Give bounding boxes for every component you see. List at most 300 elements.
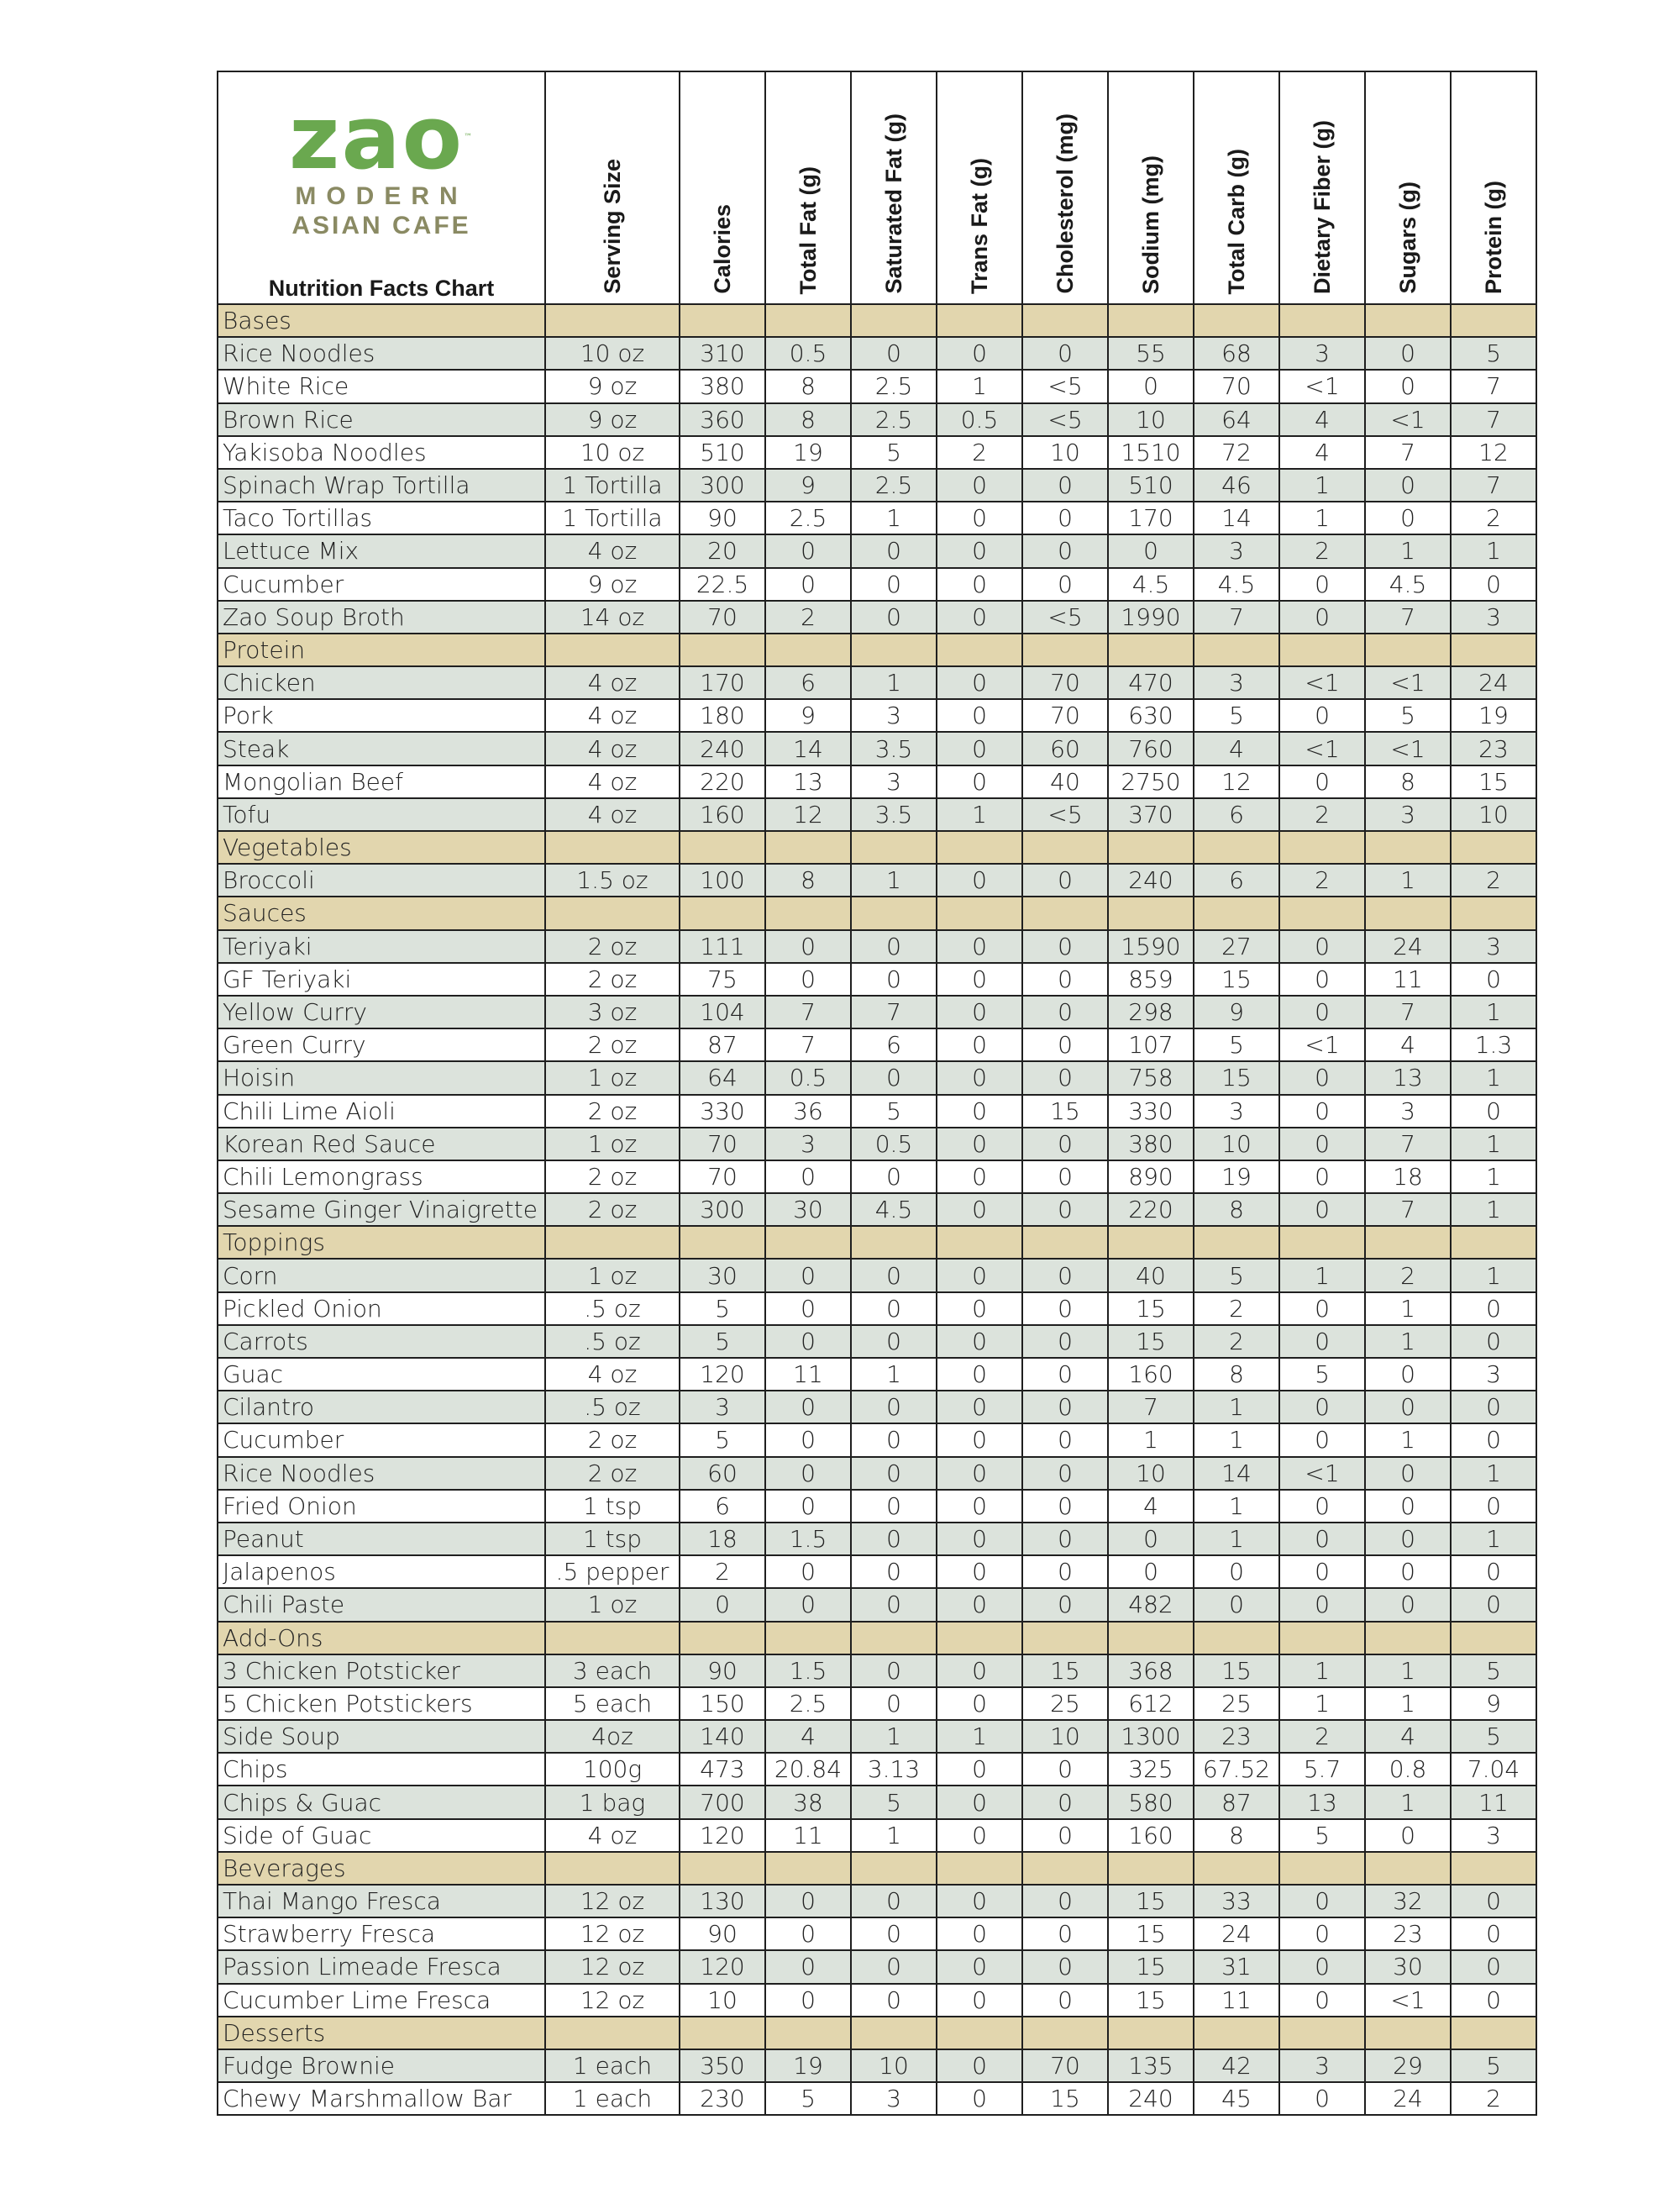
value-cell: 5: [1194, 1028, 1279, 1061]
value-cell: 0: [937, 601, 1022, 634]
category-band-cell: [937, 1622, 1022, 1654]
value-cell: 9 oz: [545, 403, 680, 436]
value-cell: 8: [765, 370, 851, 402]
value-cell: 0: [851, 963, 937, 996]
value-cell: 6: [765, 666, 851, 699]
column-header: Total Fat (g): [765, 71, 851, 304]
value-cell: 1: [1451, 534, 1536, 567]
value-cell: .5 oz: [545, 1292, 680, 1325]
category-row: [218, 831, 1536, 864]
value-cell: 120: [680, 1358, 765, 1391]
value-cell: 370: [1108, 798, 1194, 831]
value-cell: 13: [765, 765, 851, 798]
value-cell: 0: [765, 963, 851, 996]
value-cell: 7: [1451, 370, 1536, 402]
value-cell: 70: [680, 601, 765, 634]
value-cell: 0: [765, 1160, 851, 1193]
category-band-cell: [1451, 1852, 1536, 1885]
value-cell: 10: [851, 2049, 937, 2082]
category-band-cell: [1279, 634, 1365, 666]
value-cell: 90: [680, 1917, 765, 1950]
value-cell: <1: [1279, 370, 1365, 402]
value-cell: 3: [680, 1391, 765, 1423]
category-band-cell: [765, 1226, 851, 1259]
value-cell: 0: [1279, 1128, 1365, 1160]
value-cell: 0: [937, 1358, 1022, 1391]
value-cell: 0: [1279, 601, 1365, 634]
value-cell: 0: [937, 1292, 1022, 1325]
table-row: [218, 403, 1536, 436]
item-name-cell: Mongolian Beef: [218, 765, 545, 798]
value-cell: 87: [1194, 1786, 1279, 1818]
value-cell: 4 oz: [545, 732, 680, 765]
value-cell: 0: [1022, 502, 1108, 534]
table-row: [218, 798, 1536, 831]
item-name-cell: GF Teriyaki: [218, 963, 545, 996]
category-band-cell: [1451, 897, 1536, 929]
value-cell: 75: [680, 963, 765, 996]
value-cell: 0: [765, 1292, 851, 1325]
value-cell: 72: [1194, 436, 1279, 469]
value-cell: 0: [937, 930, 1022, 963]
value-cell: 890: [1108, 1160, 1194, 1193]
value-cell: .5 oz: [545, 1325, 680, 1358]
value-cell: 0: [937, 1259, 1022, 1291]
value-cell: 13: [1279, 1786, 1365, 1818]
category-label: Beverages: [218, 1852, 545, 1885]
value-cell: 23: [1365, 1917, 1451, 1950]
value-cell: 12: [1194, 765, 1279, 798]
value-cell: 1: [1365, 864, 1451, 897]
value-cell: 135: [1108, 2049, 1194, 2082]
value-cell: 0: [1022, 1588, 1108, 1621]
value-cell: 20: [680, 534, 765, 567]
value-cell: 1: [851, 1720, 937, 1753]
value-cell: 2: [1194, 1292, 1279, 1325]
value-cell: <1: [1279, 1457, 1365, 1490]
category-band-cell: [937, 831, 1022, 864]
value-cell: 0: [937, 502, 1022, 534]
category-band-cell: [680, 1226, 765, 1259]
table-row: [218, 1457, 1536, 1490]
column-header: Sodium (mg): [1108, 71, 1194, 304]
column-header: Serving Size: [545, 71, 680, 304]
value-cell: 15: [1108, 1950, 1194, 1983]
value-cell: 1: [851, 1819, 937, 1852]
value-cell: 12: [1451, 436, 1536, 469]
item-name-cell: Carrots: [218, 1325, 545, 1358]
value-cell: 130: [680, 1885, 765, 1917]
table-row: [218, 1588, 1536, 1621]
value-cell: 3: [765, 1128, 851, 1160]
value-cell: 0: [1022, 930, 1108, 963]
value-cell: 0: [1022, 996, 1108, 1028]
category-band-cell: [545, 1622, 680, 1654]
value-cell: <1: [1365, 666, 1451, 699]
value-cell: 10 oz: [545, 436, 680, 469]
value-cell: 33: [1194, 1885, 1279, 1917]
value-cell: 220: [680, 765, 765, 798]
value-cell: 90: [680, 1654, 765, 1687]
value-cell: 4: [765, 1720, 851, 1753]
value-cell: 170: [1108, 502, 1194, 534]
value-cell: 25: [1022, 1687, 1108, 1720]
value-cell: 0: [937, 1885, 1022, 1917]
value-cell: 55: [1108, 337, 1194, 370]
category-band-cell: [765, 634, 851, 666]
value-cell: 15: [1194, 1061, 1279, 1094]
value-cell: <1: [1365, 403, 1451, 436]
table-row: [218, 436, 1536, 469]
value-cell: 10 oz: [545, 337, 680, 370]
value-cell: 0.8: [1365, 1753, 1451, 1786]
value-cell: 1: [1365, 1654, 1451, 1687]
value-cell: 5.7: [1279, 1753, 1365, 1786]
category-band-cell: [1365, 1852, 1451, 1885]
category-band-cell: [1194, 1852, 1279, 1885]
value-cell: 300: [680, 1193, 765, 1226]
value-cell: 7: [765, 1028, 851, 1061]
item-name-cell: Cucumber: [218, 1423, 545, 1456]
category-band-cell: [1194, 304, 1279, 337]
value-cell: 0: [851, 1423, 937, 1456]
value-cell: 4.5: [851, 1193, 937, 1226]
value-cell: 1: [1365, 1786, 1451, 1818]
value-cell: 2 oz: [545, 1193, 680, 1226]
value-cell: 111: [680, 930, 765, 963]
value-cell: 13: [1365, 1061, 1451, 1094]
item-name-cell: Corn: [218, 1259, 545, 1291]
value-cell: 0: [1279, 1061, 1365, 1094]
value-cell: 180: [680, 699, 765, 732]
value-cell: 19: [765, 436, 851, 469]
value-cell: 4.5: [1365, 568, 1451, 601]
item-name-cell: Peanut: [218, 1523, 545, 1555]
value-cell: 2: [680, 1555, 765, 1588]
table-row: [218, 1819, 1536, 1852]
value-cell: 1.5: [765, 1523, 851, 1555]
value-cell: 2: [1279, 534, 1365, 567]
value-cell: .5 pepper: [545, 1555, 680, 1588]
value-cell: 0: [851, 1292, 937, 1325]
value-cell: 3: [1194, 666, 1279, 699]
value-cell: 0: [1451, 1423, 1536, 1456]
value-cell: 0: [1451, 1917, 1536, 1950]
value-cell: 3: [1451, 1358, 1536, 1391]
value-cell: 0: [1365, 1490, 1451, 1523]
value-cell: 0: [1279, 1555, 1365, 1588]
table-row: [218, 1325, 1536, 1358]
value-cell: 0: [1279, 1193, 1365, 1226]
zao-logo: [218, 87, 544, 240]
value-cell: 7.04: [1451, 1753, 1536, 1786]
value-cell: 2 oz: [545, 1160, 680, 1193]
value-cell: 8: [1194, 1819, 1279, 1852]
item-name-cell: Chicken: [218, 666, 545, 699]
value-cell: 0: [765, 1423, 851, 1456]
value-cell: 9: [765, 469, 851, 502]
table-row: [218, 337, 1536, 370]
value-cell: 0: [1365, 469, 1451, 502]
value-cell: 0: [1108, 534, 1194, 567]
value-cell: 0: [1194, 1588, 1279, 1621]
table-row: [218, 963, 1536, 996]
value-cell: 0: [851, 1588, 937, 1621]
value-cell: 1 oz: [545, 1128, 680, 1160]
item-name-cell: Side Soup: [218, 1720, 545, 1753]
value-cell: 107: [1108, 1028, 1194, 1061]
value-cell: 0: [1451, 568, 1536, 601]
value-cell: <1: [1365, 732, 1451, 765]
value-cell: 15: [1108, 1292, 1194, 1325]
value-cell: 1 oz: [545, 1061, 680, 1094]
value-cell: 0: [937, 1819, 1022, 1852]
value-cell: 0: [1451, 1588, 1536, 1621]
value-cell: 11: [765, 1358, 851, 1391]
category-band-cell: [545, 831, 680, 864]
value-cell: 10: [1108, 403, 1194, 436]
value-cell: 0: [1108, 1555, 1194, 1588]
category-band-cell: [1194, 2017, 1279, 2049]
value-cell: 0: [1451, 1555, 1536, 1588]
value-cell: 0: [1022, 1490, 1108, 1523]
value-cell: 0: [1365, 1457, 1451, 1490]
value-cell: 4: [1279, 403, 1365, 436]
table-row: [218, 699, 1536, 732]
item-name-cell: White Rice: [218, 370, 545, 402]
category-band-cell: [1279, 2017, 1365, 2049]
table-row: [218, 601, 1536, 634]
item-name-cell: Cucumber Lime Fresca: [218, 1984, 545, 2017]
value-cell: 1: [1194, 1391, 1279, 1423]
value-cell: 1: [1365, 1423, 1451, 1456]
value-cell: 6: [1194, 798, 1279, 831]
value-cell: 240: [1108, 864, 1194, 897]
category-label: Vegetables: [218, 831, 545, 864]
value-cell: 120: [680, 1819, 765, 1852]
value-cell: 0: [765, 1917, 851, 1950]
category-band-cell: [765, 2017, 851, 2049]
table-row: [218, 1160, 1536, 1193]
item-name-cell: Cucumber: [218, 568, 545, 601]
value-cell: 5: [851, 1095, 937, 1128]
value-cell: 0: [765, 534, 851, 567]
value-cell: 15: [1022, 2082, 1108, 2115]
value-cell: 2 oz: [545, 1457, 680, 1490]
value-cell: 0: [937, 1095, 1022, 1128]
value-cell: 5: [1279, 1358, 1365, 1391]
value-cell: 0: [851, 1687, 937, 1720]
category-band-cell: [1451, 304, 1536, 337]
category-band-cell: [1365, 897, 1451, 929]
category-label: Desserts: [218, 2017, 545, 2049]
value-cell: 0: [937, 2049, 1022, 2082]
value-cell: 0: [1022, 1160, 1108, 1193]
value-cell: 1: [1451, 1128, 1536, 1160]
category-band-cell: [1451, 831, 1536, 864]
value-cell: 70: [1022, 2049, 1108, 2082]
value-cell: 4: [1108, 1490, 1194, 1523]
value-cell: 1: [1365, 534, 1451, 567]
category-band-cell: [1451, 1226, 1536, 1259]
value-cell: 2.5: [851, 469, 937, 502]
category-band-cell: [1022, 1622, 1108, 1654]
value-cell: 0: [851, 1654, 937, 1687]
value-cell: 1: [851, 1358, 937, 1391]
category-band-cell: [1451, 2017, 1536, 2049]
value-cell: 0: [1451, 1292, 1536, 1325]
value-cell: 70: [680, 1160, 765, 1193]
value-cell: 4 oz: [545, 666, 680, 699]
item-name-cell: Chips: [218, 1753, 545, 1786]
value-cell: 0: [1279, 996, 1365, 1028]
value-cell: 8: [765, 403, 851, 436]
value-cell: 4 oz: [545, 1358, 680, 1391]
value-cell: 70: [1022, 666, 1108, 699]
category-band-cell: [1451, 634, 1536, 666]
value-cell: 0: [851, 1391, 937, 1423]
value-cell: 2.5: [765, 502, 851, 534]
value-cell: 3: [1279, 2049, 1365, 2082]
value-cell: 160: [680, 798, 765, 831]
value-cell: 10: [680, 1984, 765, 2017]
value-cell: 24: [1451, 666, 1536, 699]
item-name-cell: Side of Guac: [218, 1819, 545, 1852]
value-cell: 0: [1279, 568, 1365, 601]
category-band-cell: [1022, 634, 1108, 666]
value-cell: 0: [851, 1523, 937, 1555]
table-row: [218, 1061, 1536, 1094]
item-name-cell: Jalapenos: [218, 1555, 545, 1588]
category-band-cell: [765, 304, 851, 337]
table-row: [218, 1950, 1536, 1983]
item-name-cell: Rice Noodles: [218, 337, 545, 370]
value-cell: 5: [851, 436, 937, 469]
table-row: [218, 1753, 1536, 1786]
value-cell: 482: [1108, 1588, 1194, 1621]
category-band-cell: [1279, 1226, 1365, 1259]
item-name-cell: Chili Paste: [218, 1588, 545, 1621]
logo-title-cell: [218, 71, 545, 304]
value-cell: 30: [765, 1193, 851, 1226]
item-name-cell: Hoisin: [218, 1061, 545, 1094]
value-cell: 1.5 oz: [545, 864, 680, 897]
value-cell: 1: [1451, 1193, 1536, 1226]
category-band-cell: [1108, 831, 1194, 864]
value-cell: 9 oz: [545, 568, 680, 601]
value-cell: <1: [1279, 1028, 1365, 1061]
category-band-cell: [1108, 304, 1194, 337]
value-cell: 3: [1451, 601, 1536, 634]
value-cell: 0: [851, 1160, 937, 1193]
value-cell: 31: [1194, 1950, 1279, 1983]
value-cell: 10: [1022, 1720, 1108, 1753]
value-cell: 0: [851, 1917, 937, 1950]
value-cell: 30: [1365, 1950, 1451, 1983]
category-band-cell: [937, 1852, 1022, 1885]
value-cell: 2: [1279, 864, 1365, 897]
value-cell: 9: [1194, 996, 1279, 1028]
category-band-cell: [1022, 304, 1108, 337]
value-cell: 9: [1451, 1687, 1536, 1720]
value-cell: 30: [680, 1259, 765, 1291]
value-cell: 1990: [1108, 601, 1194, 634]
value-cell: 15: [1108, 1885, 1194, 1917]
value-cell: 0: [937, 1391, 1022, 1423]
value-cell: 0: [1279, 1885, 1365, 1917]
value-cell: 0: [1022, 1786, 1108, 1818]
value-cell: 7: [1365, 436, 1451, 469]
item-name-cell: 5 Chicken Potstickers: [218, 1687, 545, 1720]
value-cell: 20.84: [765, 1753, 851, 1786]
value-cell: 630: [1108, 699, 1194, 732]
value-cell: 11: [1451, 1786, 1536, 1818]
value-cell: 0.5: [937, 403, 1022, 436]
category-row: [218, 304, 1536, 337]
value-cell: 3: [1279, 337, 1365, 370]
value-cell: 368: [1108, 1654, 1194, 1687]
table-row: [218, 1786, 1536, 1818]
value-cell: 10: [1194, 1128, 1279, 1160]
category-band-cell: [1022, 897, 1108, 929]
value-cell: 6: [851, 1028, 937, 1061]
table-body: [218, 304, 1536, 2115]
value-cell: 220: [1108, 1193, 1194, 1226]
value-cell: 4: [1365, 1720, 1451, 1753]
item-name-cell: Spinach Wrap Tortilla: [218, 469, 545, 502]
value-cell: 70: [1194, 370, 1279, 402]
table-row: [218, 1555, 1536, 1588]
table-row: [218, 765, 1536, 798]
value-cell: 1 each: [545, 2049, 680, 2082]
logo-wordmark: zao: [288, 87, 465, 189]
value-cell: 5: [1451, 2049, 1536, 2082]
value-cell: 360: [680, 403, 765, 436]
value-cell: 0: [1108, 1523, 1194, 1555]
value-cell: 0: [1365, 502, 1451, 534]
category-band-cell: [1022, 2017, 1108, 2049]
value-cell: 0: [1279, 2082, 1365, 2115]
value-cell: 330: [1108, 1095, 1194, 1128]
value-cell: 0: [937, 1588, 1022, 1621]
category-band-cell: [545, 1852, 680, 1885]
value-cell: 1 Tortilla: [545, 502, 680, 534]
category-band-cell: [1365, 1622, 1451, 1654]
value-cell: 11: [1194, 1984, 1279, 2017]
item-name-cell: Strawberry Fresca: [218, 1917, 545, 1950]
category-band-cell: [765, 897, 851, 929]
category-band-cell: [937, 1226, 1022, 1259]
table-row: [218, 469, 1536, 502]
value-cell: 0: [1022, 1423, 1108, 1456]
value-cell: 60: [680, 1457, 765, 1490]
value-cell: 7: [1451, 469, 1536, 502]
value-cell: 23: [1451, 732, 1536, 765]
value-cell: 10: [1451, 798, 1536, 831]
value-cell: 0: [1022, 1984, 1108, 2017]
category-band-cell: [1194, 634, 1279, 666]
value-cell: 1: [1365, 1292, 1451, 1325]
value-cell: 0: [937, 1786, 1022, 1818]
value-cell: 1590: [1108, 930, 1194, 963]
item-name-cell: Fudge Brownie: [218, 2049, 545, 2082]
value-cell: 0: [937, 1950, 1022, 1983]
value-cell: 0: [1279, 1160, 1365, 1193]
value-cell: 8: [1194, 1193, 1279, 1226]
category-band-cell: [851, 897, 937, 929]
value-cell: 310: [680, 337, 765, 370]
value-cell: 7: [1194, 601, 1279, 634]
